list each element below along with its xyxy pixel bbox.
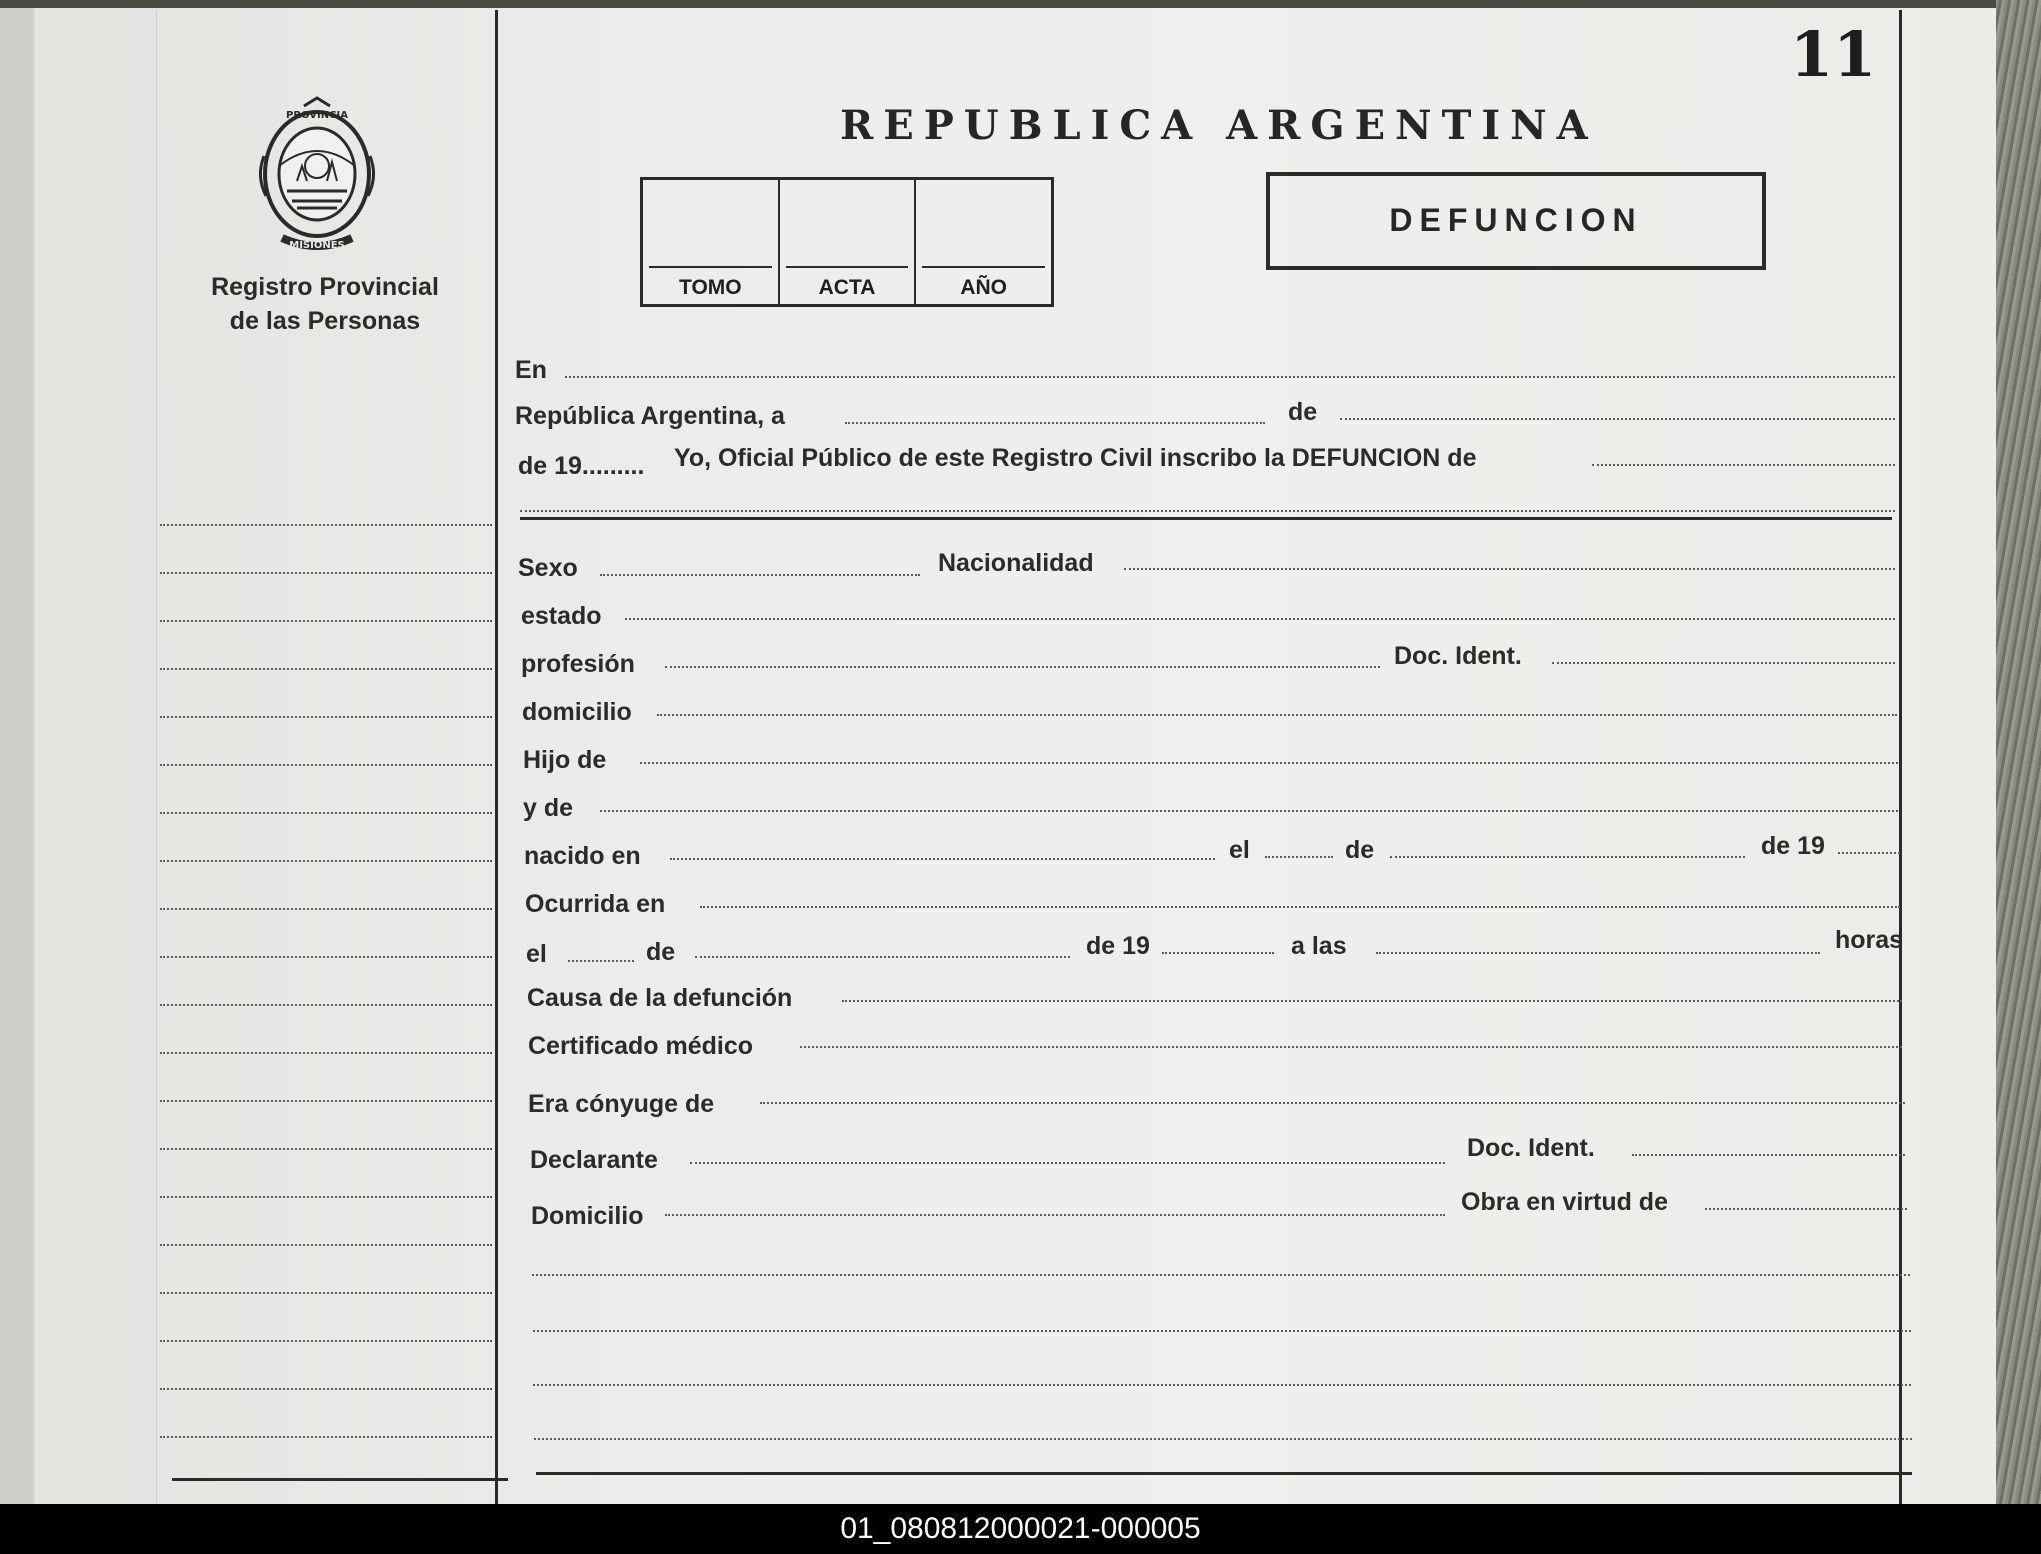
margin-line[interactable] [160,620,492,622]
margin-line[interactable] [160,1148,492,1150]
label-domicilio-declarante: Domicilio [531,1202,644,1230]
book-gutter [0,8,34,1504]
field-death-year[interactable] [1162,952,1274,954]
label-domicilio: domicilio [522,698,632,726]
margin-line[interactable] [160,1340,492,1342]
label-de-month: de [1288,398,1318,426]
field-hour[interactable] [1376,952,1820,954]
provincial-seal [252,96,382,256]
margin-line[interactable] [160,668,492,670]
field-deceased-name-cont[interactable] [520,510,1895,512]
margin-line[interactable] [160,1004,492,1006]
notes-line[interactable] [533,1330,1911,1332]
page-number: 11 [1790,18,1877,91]
label-republica: República Argentina, a [515,402,785,430]
margin-line[interactable] [160,1100,492,1102]
ano-cell[interactable] [916,180,1051,304]
label-a-las: a las [1291,932,1347,960]
page-stack-edge [1996,0,2041,1504]
tomo-label: TOMO [679,276,742,299]
page-title: REPUBLICA ARGENTINA [840,102,1598,149]
field-doc-ident[interactable] [1552,662,1895,664]
label-en: En [515,356,547,384]
margin-line[interactable] [160,1244,492,1246]
field-death-day[interactable] [568,960,634,962]
margin-line[interactable] [160,1436,492,1438]
field-ocurrida-en[interactable] [700,906,1900,908]
footer-id: 01_080812000021-000005 [840,1512,1201,1545]
section-divider [520,517,1892,520]
label-certificado: Certificado médico [528,1032,754,1060]
field-causa[interactable] [842,1000,1902,1002]
field-profesion[interactable] [665,666,1380,668]
form-bottom-rule [536,1472,1912,1475]
label-doc-ident-declarante: Doc. Ident. [1467,1134,1595,1162]
label-obra: Obra en virtud de [1461,1188,1668,1216]
margin-line[interactable] [160,524,492,526]
field-nacionalidad[interactable] [1124,568,1895,570]
label-sexo: Sexo [518,554,578,582]
label-birth-year: de 19 [1761,832,1825,860]
label-doc-ident: Doc. Ident. [1394,642,1522,670]
seal-top-text: PROVINCIA [286,110,348,121]
register-box [640,177,1054,307]
margin-line[interactable] [160,1388,492,1390]
label-nacido-en: nacido en [524,842,641,870]
seal-bottom-text: MISIONES [289,240,345,251]
label-birth-de: de [1345,836,1375,864]
label-y-de: y de [523,794,574,822]
margin-line[interactable] [160,764,492,766]
document-type-box: DEFUNCION [1266,172,1766,270]
label-year: de 19......... [518,452,645,480]
field-en[interactable] [565,376,1895,378]
field-death-month[interactable] [695,956,1070,958]
field-domicilio[interactable] [657,714,1897,716]
tomo-cell[interactable] [643,180,780,304]
field-sexo[interactable] [600,574,920,576]
label-causa: Causa de la defunción [527,984,793,1012]
margin-line[interactable] [160,1292,492,1294]
field-birth-year[interactable] [1838,852,1900,854]
ano-label: AÑO [960,276,1008,299]
notes-line[interactable] [534,1438,1912,1440]
label-conyuge: Era cónyuge de [528,1090,715,1118]
field-obra[interactable] [1705,1208,1907,1210]
label-nacionalidad: Nacionalidad [938,549,1094,577]
field-nacido-en[interactable] [670,858,1215,860]
label-oficial: Yo, Oficial Público de este Registro Civil inscribo la DEFUNCION de [674,444,1477,472]
margin-line[interactable] [160,1196,492,1198]
label-hijo-de: Hijo de [523,746,607,774]
field-conyuge[interactable] [760,1102,1905,1104]
field-y-de[interactable] [600,810,1898,812]
field-day[interactable] [845,422,1265,424]
label-declarante: Declarante [530,1146,658,1174]
field-deceased-name[interactable] [1592,464,1895,466]
field-certificado[interactable] [800,1046,1902,1048]
field-birth-day[interactable] [1265,856,1333,858]
registry-office-line1: Registro Provincial [211,273,439,301]
footer-bar [0,1504,2041,1554]
margin-line[interactable] [160,908,492,910]
margin-line[interactable] [160,1052,492,1054]
field-month[interactable] [1340,418,1895,420]
left-rule [156,10,157,1504]
label-profesion: profesión [521,650,635,678]
field-estado[interactable] [625,618,1895,620]
acta-cell[interactable] [780,180,917,304]
margin-line[interactable] [160,956,492,958]
field-doc-ident-declarante[interactable] [1632,1154,1905,1156]
form-right-border [1899,10,1902,1504]
label-birth-el: el [1229,836,1250,864]
margin-line[interactable] [160,812,492,814]
notes-line[interactable] [533,1384,1911,1386]
field-domicilio-declarante[interactable] [665,1214,1445,1216]
label-death-el: el [526,940,547,968]
margin-line[interactable] [160,860,492,862]
margin-line[interactable] [160,716,492,718]
margin-line[interactable] [160,572,492,574]
label-ocurrida-en: Ocurrida en [525,890,666,918]
registry-office-line2: de las Personas [229,307,421,335]
margin-rule [495,10,498,1504]
label-death-year: de 19 [1086,932,1150,960]
label-horas: horas [1835,926,1904,954]
acta-label: ACTA [818,276,876,299]
label-death-de: de [646,938,676,966]
label-estado: estado [521,602,602,630]
field-declarante[interactable] [690,1162,1445,1164]
registry-office [165,270,485,338]
notes-line[interactable] [532,1274,1910,1276]
field-hijo-de[interactable] [640,762,1898,764]
margin-bottom-rule [172,1478,508,1481]
field-birth-month[interactable] [1390,856,1745,858]
